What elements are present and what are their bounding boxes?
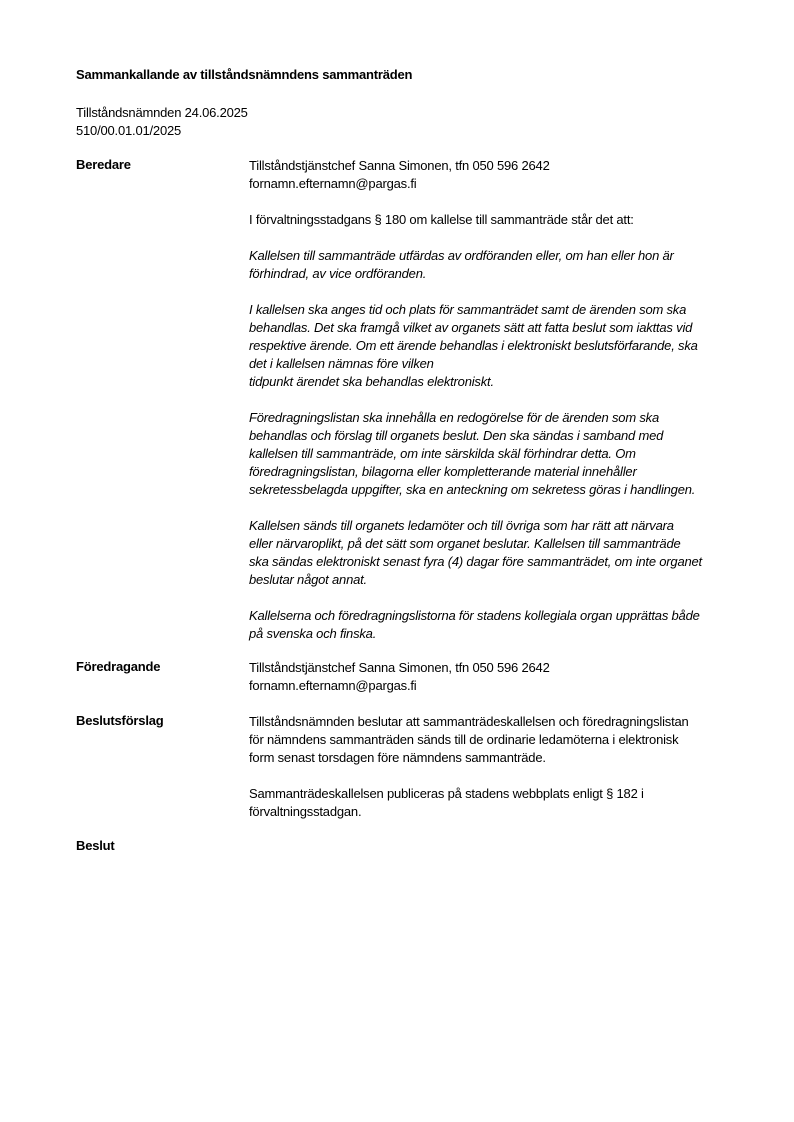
quote-paragraph: I kallelsen ska anges tid och plats för sammanträdet samt de ärenden som ska behandlas. Det ska framgå vilket av organets sätt att fatta beslut som iakttas vid respektive ärende. Om ett ärende behandlas i elektroniskt beslutsförfarande, ska det i kallelsen nämnas före vilken tidpunkt ärendet ska behandlas elektroniskt.	[249, 302, 698, 389]
section-label: Föredragande	[76, 659, 161, 674]
section-content	[249, 659, 741, 695]
section-label: Beredare	[76, 157, 131, 172]
quote-paragraph: Kallelsen till sammanträde utfärdas av ordföranden eller, om han eller hon är förhindrad, av vice ordföranden.	[249, 248, 674, 281]
meeting-date: Tillståndsnämnden 24.06.2025	[76, 105, 248, 120]
document-title: Sammankallande av tillståndsnämndens sammanträden	[76, 67, 413, 82]
document-meta	[76, 104, 248, 140]
section-content	[249, 713, 741, 821]
quote-paragraph: Föredragningslistan ska innehålla en redogörelse för de ärenden som ska behandlas och förslag till organets beslut. Den ska sändas i samband med kallelsen till sammanträde, om inte särskilda skäl förhindrar detta. Om föredragningslistan, bilagorna eller kompletterande material innehåller sekretessbelagda uppgifter, ska en anteckning om sekretess göras i handlingen.	[249, 410, 696, 497]
quote-paragraph: Kallelserna och föredragningslistorna för stadens kollegiala organ upprättas både på svenska och finska.	[249, 608, 700, 641]
section-content	[249, 157, 741, 643]
contact-email: fornamn.efternamn@pargas.fi	[249, 678, 417, 693]
quote-paragraph: Kallelsen sänds till organets ledamöter och till övriga som har rätt att närvara eller närvaroplikt, på det sätt som organet beslutar. Kallelsen till sammanträde ska sändas elektroniskt senast fyra (4) dagar före sammanträdet, om inte organet beslutar något annat.	[249, 518, 702, 587]
proposal-paragraph: Sammanträdeskallelsen publiceras på stadens webbplats enligt § 182 i förvaltningsstadgan.	[249, 786, 644, 819]
contact-email: fornamn.efternamn@pargas.fi	[249, 176, 417, 191]
contact-info	[249, 157, 741, 193]
contact-name: Tillståndstjänstchef Sanna Simonen, tfn 050 596 2642	[249, 158, 550, 173]
contact-info	[249, 659, 741, 695]
proposal-paragraph: Tillståndsnämnden beslutar att sammanträdeskallelsen och föredragningslistan för nämndens sammanträden sänds till de ordinarie ledamöterna i elektronisk form senast torsdagen före nämndens sammanträde.	[249, 714, 689, 765]
case-number: 510/00.01.01/2025	[76, 123, 182, 138]
contact-name: Tillståndstjänstchef Sanna Simonen, tfn 050 596 2642	[249, 660, 550, 675]
section-label: Beslutsförslag	[76, 713, 164, 728]
section-label: Beslut	[76, 838, 115, 853]
intro-paragraph: I förvaltningsstadgans § 180 om kallelse till sammanträde står det att:	[249, 212, 634, 227]
